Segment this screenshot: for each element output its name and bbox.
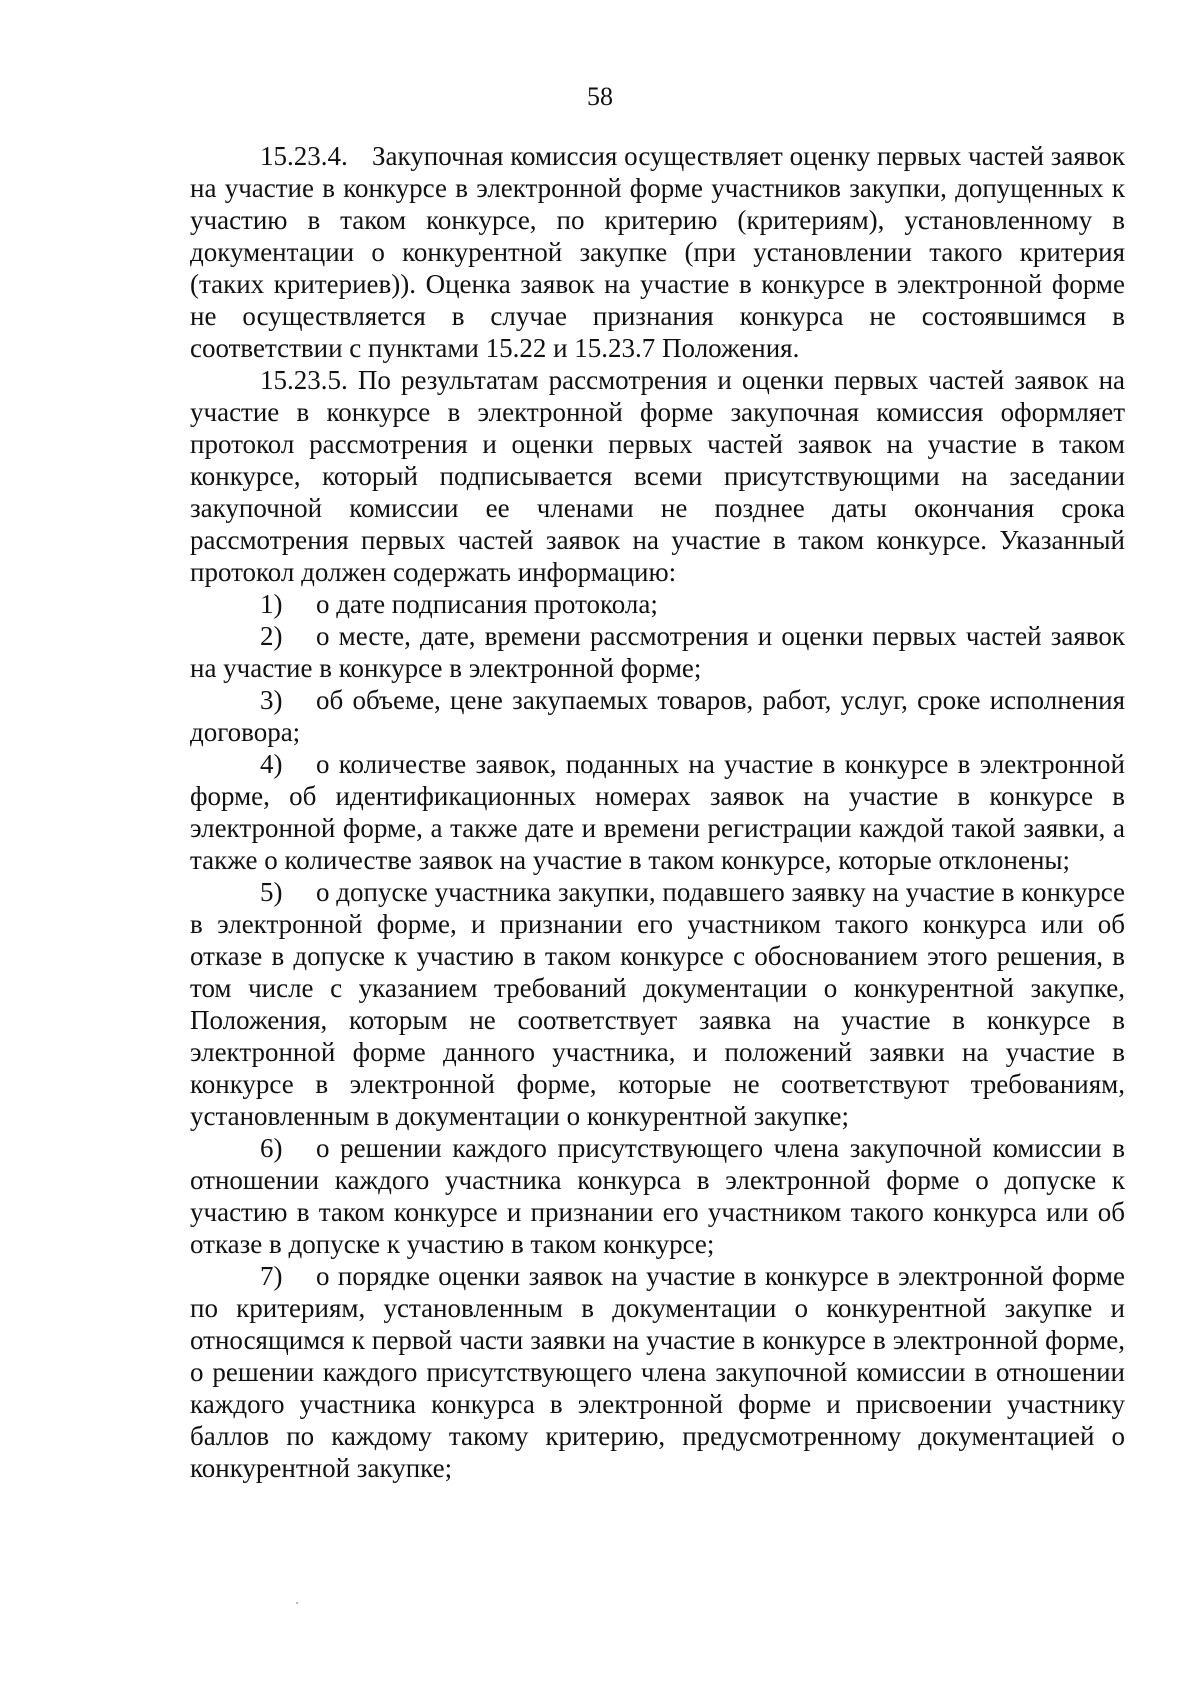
list-item-number: 2) (260, 621, 283, 651)
paragraph-15-23-4 (190, 140, 1125, 364)
list-item-3 (190, 684, 1125, 748)
list-item-text: о дате подписания протокола; (316, 589, 658, 619)
list-item-number: 6) (260, 1133, 283, 1163)
paragraph-number: 15.23.4. (260, 141, 348, 171)
list-item-text: о порядке оценки заявок на участие в конкурсе в электронной форме по критериям, установленным в документации о конкурентной закупке и относящимся к первой части заявки на участие в конкурсе в электронной форме, о решении каждого присутствующего члена закупочной комиссии в отношении каждого участника конкурса в электронной форме и присвоении участнику баллов по каждому такому критерию, предусмотренному документацией о конкурентной закупке; (190, 1261, 1125, 1483)
list-item-number: 1) (260, 589, 283, 619)
document-body (190, 140, 1125, 1484)
list-item-4 (190, 748, 1125, 876)
list-item-number: 3) (260, 685, 283, 715)
list-item-7 (190, 1260, 1125, 1484)
paragraph-text: Закупочная комиссия осуществляет оценку первых частей заявок на участие в конкурсе в электронной форме участников закупки, допущенных к участию в таком конкурсе, по критерию (критериям), установленному в документации о конкурентной закупке (при установлении такого критерия (таких критериев)). Оценка заявок на участие в конкурсе в электронной форме не осуществляется в случае признания конкурса не состоявшимся в соответствии с пунктами 15.22 и 15.23.7 Положения. (190, 141, 1125, 363)
list-item-number: 7) (260, 1261, 283, 1291)
list-item-text: о допуске участника закупки, подавшего заявку на участие в конкурсе в электронной форме, и признании его участником такого конкурса или об отказе в допуске к участию в таком конкурсе с обоснованием этого решения, в том числе с указанием требований документации о конкурентной закупке, Положения, которым не соответствует заявка на участие в конкурсе в электронной форме данного участника, и положений заявки на участие в конкурсе в электронной форме, которые не соответствуют требованиям, установленным в документации о конкурентной закупке; (190, 877, 1125, 1131)
list-item-number: 4) (260, 749, 283, 779)
paragraph-text: По результатам рассмотрения и оценки первых частей заявок на участие в конкурсе в электронной форме закупочная комиссия оформляет протокол рассмотрения и оценки первых частей заявок на участие в таком конкурсе, который подписывается всеми присутствующими на заседании закупочной комиссии ее членами не позднее даты окончания срока рассмотрения первых частей заявок на участие в таком конкурсе. Указанный протокол должен содержать информацию: (190, 365, 1126, 587)
paragraph-15-23-5 (190, 364, 1125, 588)
list-item-text: о месте, дате, времени рассмотрения и оценки первых частей заявок на участие в конкурсе в электронной форме; (190, 621, 1125, 683)
list-item-number: 5) (260, 877, 283, 907)
paragraph-number: 15.23.5. (260, 365, 348, 395)
page-number: 58 (587, 82, 613, 111)
scan-speck (296, 1602, 298, 1604)
list-item-text: об объеме, цене закупаемых товаров, работ, услуг, сроке исполнения договора; (190, 685, 1125, 747)
list-item-6 (190, 1132, 1125, 1260)
list-item-text: о количестве заявок, поданных на участие в конкурсе в электронной форме, об идентификационных номерах заявок на участие в конкурсе в электронной форме, а также дате и времени регистрации каждой такой заявки, а также о количестве заявок на участие в таком конкурсе, которые отклонены; (190, 749, 1125, 875)
list-item-text: о решении каждого присутствующего члена закупочной комиссии в отношении каждого участника конкурса в электронной форме о допуске к участию в таком конкурсе и признании его участником такого конкурса или об отказе в допуске к участию в таком конкурсе; (190, 1133, 1125, 1259)
list-item-2 (190, 620, 1125, 684)
list-item-5 (190, 876, 1125, 1132)
list-item-1 (190, 588, 1125, 620)
